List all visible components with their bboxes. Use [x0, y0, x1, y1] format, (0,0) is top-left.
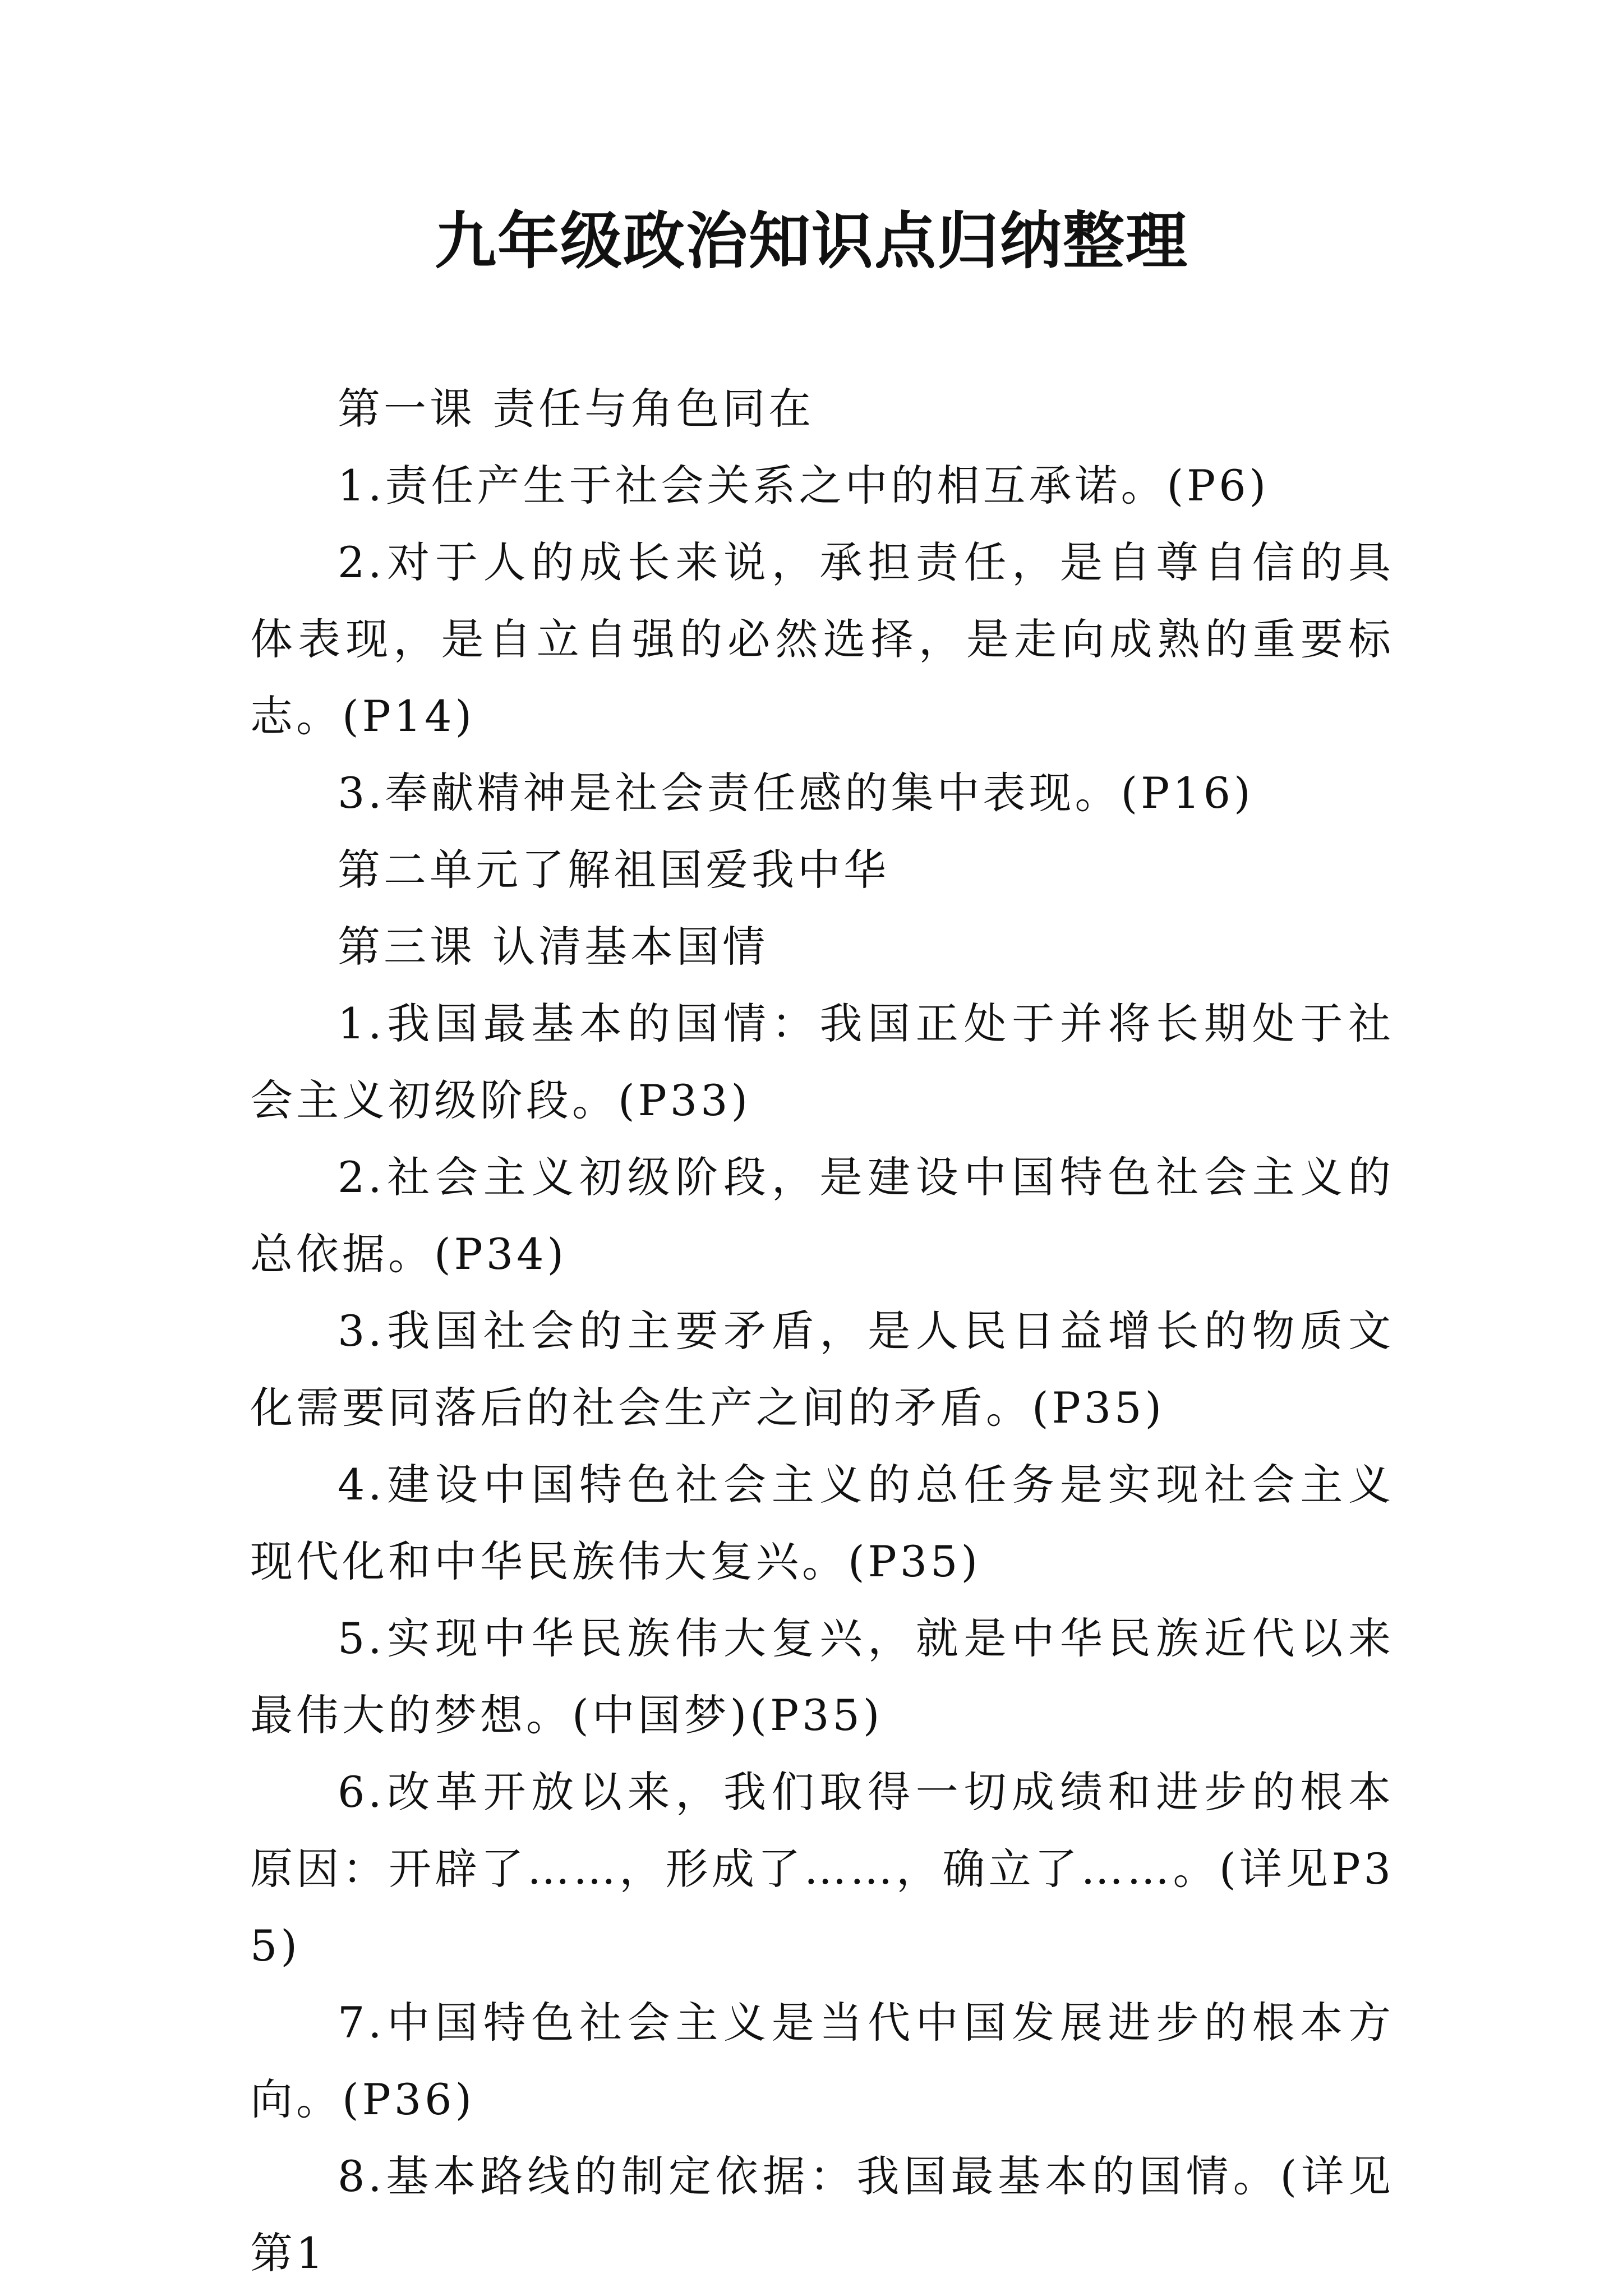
- document-paragraph: 1.我国最基本的国情：我国正处于并将长期处于社会主义初级阶段。(P33): [250, 999, 1394, 1125]
- document-paragraph: 第一课 责任与角色同在: [338, 384, 815, 434]
- document-paragraph: 1.责任产生于社会关系之中的相互承诺。(P6): [338, 461, 1270, 510]
- document-paragraph: 6.改革开放以来，我们取得一切成绩和进步的根本原因：开辟了……，形成了……，确立了……。(详见P35): [250, 1767, 1394, 1971]
- document-paragraph: 4.建设中国特色社会主义的总任务是实现社会主义现代化和中华民族伟大复兴。(P35): [250, 1460, 1394, 1586]
- document-paragraph: 8.基本路线的制定依据：我国最基本的国情。(详见第1: [250, 2151, 1394, 2278]
- document-paragraph: 2.对于人的成长来说，承担责任，是自尊自信的具体表现，是自立自强的必然选择，是走向成熟的重要标志。(P14): [250, 537, 1394, 741]
- document-paragraph: 2.社会主义初级阶段，是建设中国特色社会主义的总依据。(P34): [250, 1152, 1394, 1279]
- document-paragraph: 第二单元了解祖国爱我中华: [338, 845, 889, 895]
- document-paragraph: 第三课 认清基本国情: [338, 922, 769, 972]
- document-paragraph: 3.奉献精神是社会责任感的集中表现。(P16): [338, 768, 1254, 818]
- document-paragraph: 7.中国特色社会主义是当代中国发展进步的根本方向。(P36): [250, 1998, 1394, 2124]
- document-paragraph: 5.实现中华民族伟大复兴，就是中华民族近代以来最伟大的梦想。(中国梦)(P35): [250, 1613, 1394, 1740]
- document-title: 九年级政治知识点归纳整理: [435, 205, 1188, 277]
- document-body: [250, 370, 1394, 2292]
- document-paragraph: 3.我国社会的主要矛盾，是人民日益增长的物质文化需要同落后的社会生产之间的矛盾。(P35): [250, 1306, 1394, 1433]
